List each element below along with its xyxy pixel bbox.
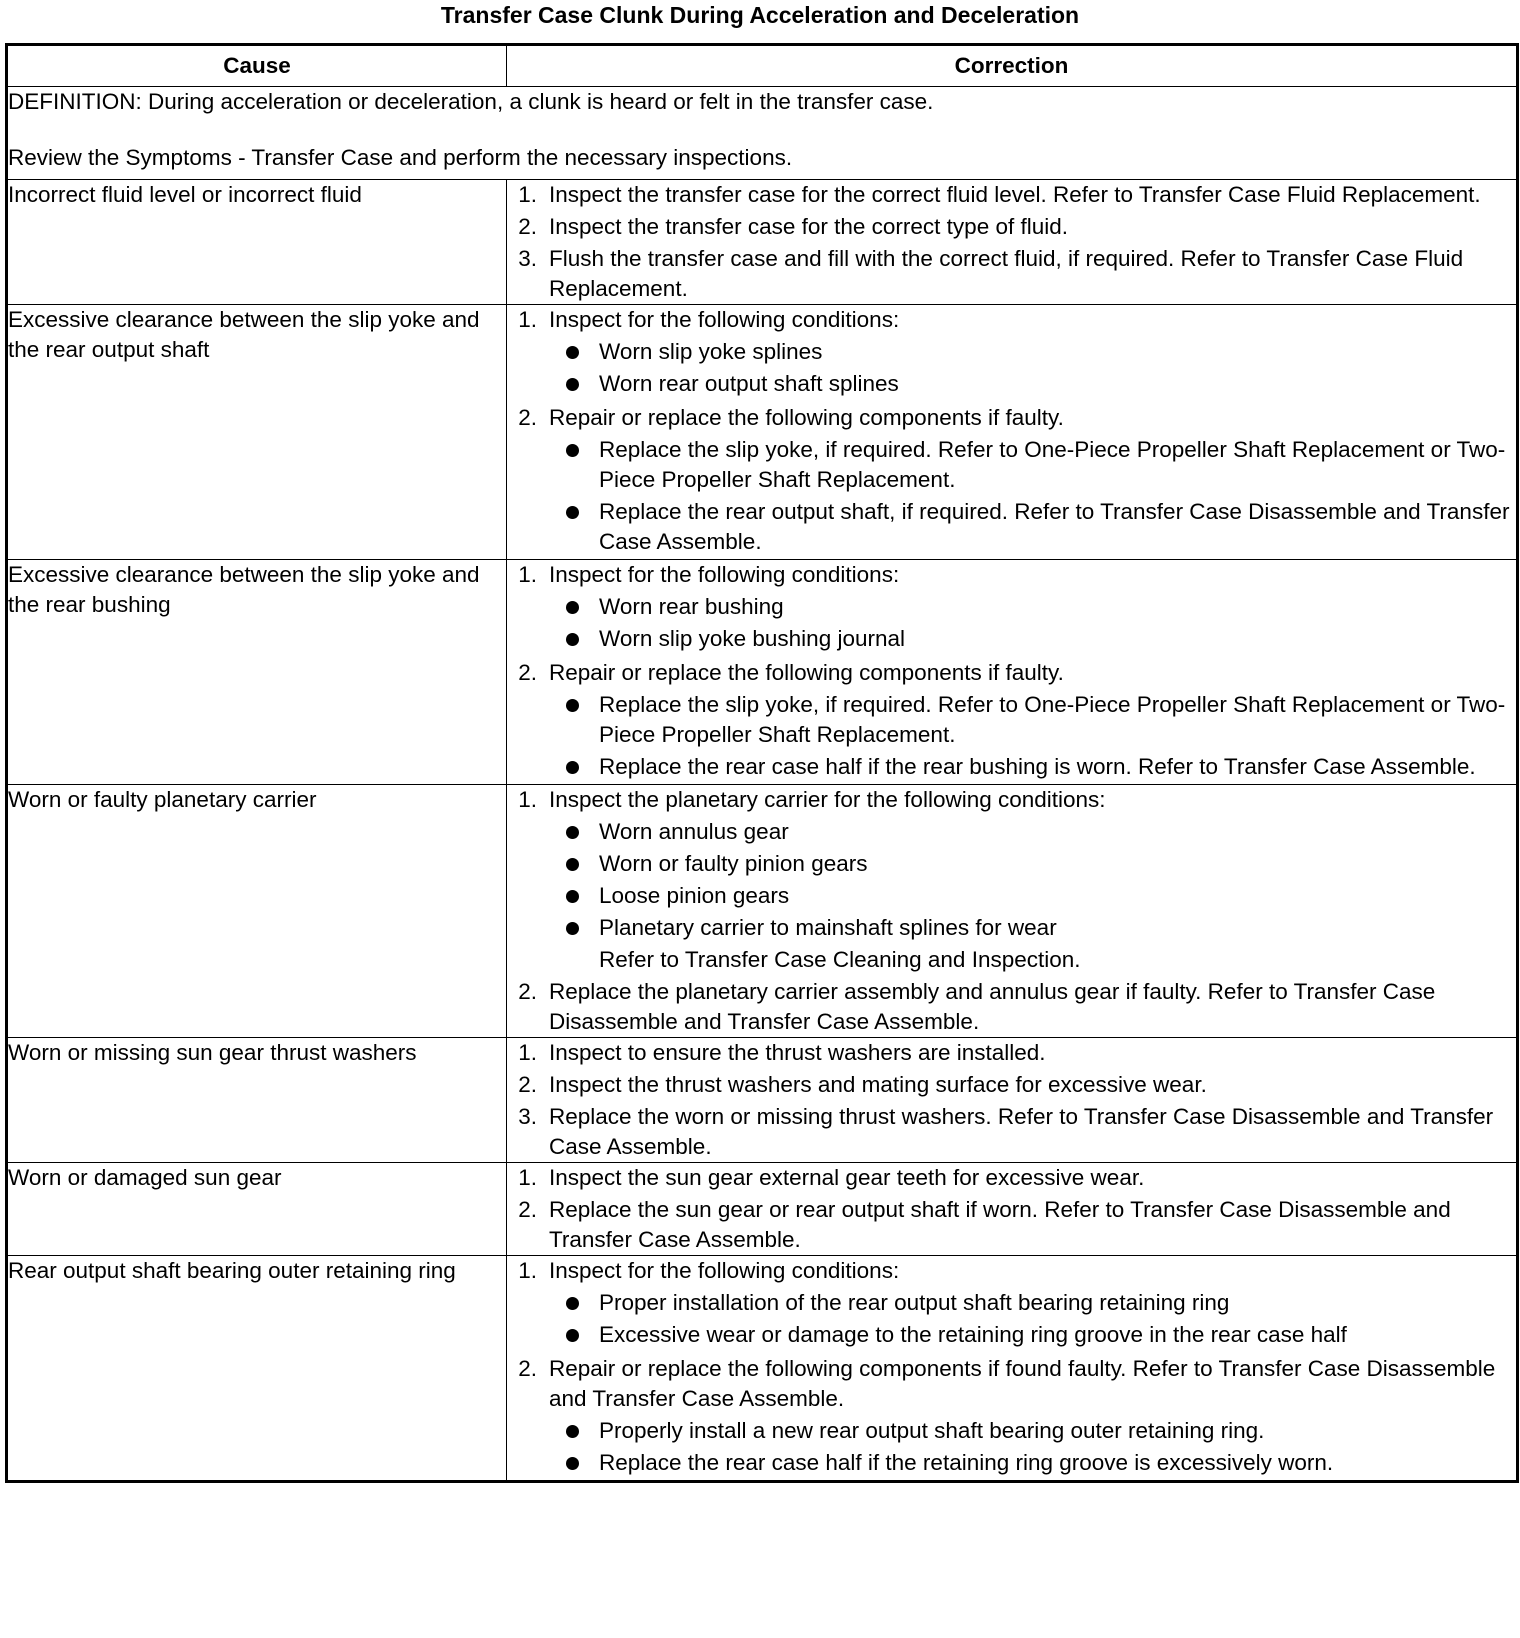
step-text: Inspect to ensure the thrust washers are installed. <box>549 1040 1046 1065</box>
note-row <box>549 945 1516 975</box>
bullet-item <box>549 1320 1516 1350</box>
bullet-item <box>549 369 1516 399</box>
bullet-item <box>549 1288 1516 1318</box>
step-body <box>549 1102 1516 1162</box>
step-text: Inspect the transfer case for the correct type of fluid. <box>549 214 1069 239</box>
bullet-text: Loose pinion gears <box>599 883 790 908</box>
step-body <box>549 1070 1516 1100</box>
bullet-icon <box>549 849 599 879</box>
correction-cell <box>507 560 1518 785</box>
step-list <box>507 560 1516 784</box>
bullet-item <box>549 624 1516 654</box>
step-body <box>549 212 1516 242</box>
step-number: 1. <box>518 1258 537 1283</box>
cause-cell: Incorrect fluid level or incorrect fluid <box>7 180 507 305</box>
step-item <box>507 977 1516 1037</box>
step-body <box>549 1195 1516 1255</box>
correction-cell <box>507 180 1518 305</box>
step-number: 3. <box>518 246 537 271</box>
bullet-icon <box>549 1416 599 1446</box>
step-item <box>507 1038 1516 1068</box>
bullet-text: Worn rear bushing <box>599 594 784 619</box>
step-body <box>549 305 1516 401</box>
step-text: Replace the planetary carrier assembly and annulus gear if faulty. Refer to Transfer Case Disassemble and Transfer Case Assemble. <box>549 979 1436 1034</box>
step-body <box>549 1163 1516 1193</box>
step-number: 1. <box>518 787 537 812</box>
cause-cell: Rear output shaft bearing outer retaining ring <box>7 1256 507 1482</box>
bullet-text: Replace the slip yoke, if required. Refer to One-Piece Propeller Shaft Replacement or Two-Piece Propeller Shaft Replacement. <box>599 437 1506 492</box>
correction-cell <box>507 305 1518 560</box>
bullet-text: Worn slip yoke splines <box>599 339 823 364</box>
step-number: 1. <box>518 1165 537 1190</box>
bullet-text: Replace the rear output shaft, if required. Refer to Transfer Case Disassemble and Transfer Case Assemble. <box>599 499 1510 554</box>
step-text: Repair or replace the following components if found faulty. Refer to Transfer Case Disassemble and Transfer Case Assemble. <box>549 1356 1496 1411</box>
bullet-list <box>549 817 1516 943</box>
step-number: 3. <box>518 1104 537 1129</box>
step-body <box>549 560 1516 656</box>
correction-cell <box>507 785 1518 1038</box>
step-number: 2. <box>518 1072 537 1097</box>
step-text: Inspect the sun gear external gear teeth for excessive wear. <box>549 1165 1145 1190</box>
bullet-icon <box>549 624 599 654</box>
bullet-text: Proper installation of the rear output shaft bearing retaining ring <box>599 1290 1230 1315</box>
bullet-icon <box>549 592 599 622</box>
cause-cell: Worn or missing sun gear thrust washers <box>7 1038 507 1163</box>
bullet-icon <box>549 1288 599 1318</box>
bullet-item <box>549 817 1516 847</box>
step-item <box>507 403 1516 559</box>
bullet-icon <box>549 1320 599 1350</box>
bullet-icon <box>549 690 599 750</box>
bullet-item <box>549 690 1516 750</box>
bullet-icon <box>549 913 599 943</box>
step-body <box>549 977 1516 1037</box>
bullet-text: Replace the rear case half if the retaining ring groove is excessively worn. <box>599 1450 1334 1475</box>
step-text: Inspect for the following conditions: <box>549 307 900 332</box>
table-row <box>7 1163 1518 1256</box>
step-text: Inspect the transfer case for the correct fluid level. Refer to Transfer Case Fluid Replacement. <box>549 182 1481 207</box>
bullet-text: Worn slip yoke bushing journal <box>599 626 906 651</box>
step-body <box>549 785 1516 975</box>
diagnostic-table <box>5 43 1519 1483</box>
bullet-list <box>549 337 1516 399</box>
definition-cell <box>7 87 1518 180</box>
bullet-icon <box>549 817 599 847</box>
step-number: 2. <box>518 214 537 239</box>
table-row <box>7 305 1518 560</box>
bullet-text: Replace the rear case half if the rear bushing is worn. Refer to Transfer Case Assemble. <box>599 754 1476 779</box>
bullet-item <box>549 435 1516 495</box>
page-title: Transfer Case Clunk During Acceleration and Deceleration <box>440 2 1080 28</box>
bullet-text: Worn annulus gear <box>599 819 789 844</box>
step-text: Inspect the planetary carrier for the following conditions: <box>549 787 1106 812</box>
correction-cell <box>507 1163 1518 1256</box>
step-body <box>549 1354 1516 1480</box>
step-body <box>549 1256 1516 1352</box>
step-number: 2. <box>518 979 537 1004</box>
bullet-icon <box>549 1448 599 1478</box>
step-number: 1. <box>518 1040 537 1065</box>
table-row <box>7 1038 1518 1163</box>
step-body <box>549 244 1516 304</box>
definition-row <box>7 87 1518 180</box>
step-item <box>507 785 1516 975</box>
cause-cell: Worn or damaged sun gear <box>7 1163 507 1256</box>
step-item <box>507 1102 1516 1162</box>
step-item <box>507 1354 1516 1480</box>
bullet-icon <box>549 497 599 557</box>
step-text: Replace the sun gear or rear output shaft if worn. Refer to Transfer Case Disassemble and Transfer Case Assemble. <box>549 1197 1451 1252</box>
step-text: Inspect for the following conditions: <box>549 562 900 587</box>
bullet-text: Worn rear output shaft splines <box>599 371 899 396</box>
step-item <box>507 212 1516 242</box>
bullet-text: Excessive wear or damage to the retaining ring groove in the rear case half <box>599 1322 1347 1347</box>
step-list <box>507 1256 1516 1480</box>
bullet-item <box>549 337 1516 367</box>
step-item <box>507 1195 1516 1255</box>
step-item <box>507 244 1516 304</box>
bullet-icon <box>549 881 599 911</box>
step-text: Inspect for the following conditions: <box>549 1258 900 1283</box>
bullet-item <box>549 881 1516 911</box>
bullet-text: Properly install a new rear output shaft bearing outer retaining ring. <box>599 1418 1265 1443</box>
table-row <box>7 785 1518 1038</box>
step-item <box>507 180 1516 210</box>
step-text: Replace the worn or missing thrust washers. Refer to Transfer Case Disassemble and Transfer Case Assemble. <box>549 1104 1494 1159</box>
bullet-item <box>549 1416 1516 1446</box>
step-number: 2. <box>518 1356 537 1381</box>
step-list <box>507 785 1516 1037</box>
step-body <box>549 658 1516 784</box>
bullet-item <box>549 592 1516 622</box>
step-text: Repair or replace the following components if faulty. <box>549 405 1064 430</box>
bullet-text: Replace the slip yoke, if required. Refer to One-Piece Propeller Shaft Replacement or Two-Piece Propeller Shaft Replacement. <box>599 692 1506 747</box>
table-row <box>7 560 1518 785</box>
note-indent <box>549 945 599 975</box>
step-number: 2. <box>518 405 537 430</box>
bullet-icon <box>549 435 599 495</box>
step-number: 2. <box>518 1197 537 1222</box>
step-body <box>549 180 1516 210</box>
bullet-icon <box>549 369 599 399</box>
bullet-text: Planetary carrier to mainshaft splines for wear <box>599 915 1057 940</box>
step-text: Repair or replace the following components if faulty. <box>549 660 1064 685</box>
correction-column-header: Correction <box>507 45 1518 87</box>
reference-note: Refer to Transfer Case Cleaning and Inspection. <box>599 947 1081 972</box>
step-item <box>507 1163 1516 1193</box>
bullet-item <box>549 913 1516 943</box>
step-number: 2. <box>518 660 537 685</box>
step-body <box>549 1038 1516 1068</box>
correction-cell <box>507 1038 1518 1163</box>
bullet-item <box>549 752 1516 782</box>
bullet-list <box>549 1416 1516 1478</box>
step-list <box>507 305 1516 559</box>
cause-cell: Excessive clearance between the slip yoke and the rear output shaft <box>7 305 507 560</box>
step-body <box>549 403 1516 559</box>
header-row <box>7 45 1518 87</box>
cause-column-header: Cause <box>7 45 507 87</box>
step-text: Flush the transfer case and fill with the correct fluid, if required. Refer to Transfer Case Fluid Replacement. <box>549 246 1464 301</box>
step-list <box>507 1038 1516 1162</box>
step-item <box>507 305 1516 401</box>
bullet-item <box>549 497 1516 557</box>
step-number: 1. <box>518 562 537 587</box>
bullet-icon <box>549 337 599 367</box>
cause-cell: Excessive clearance between the slip yoke and the rear bushing <box>7 560 507 785</box>
bullet-list <box>549 690 1516 782</box>
bullet-list <box>549 1288 1516 1350</box>
bullet-text: Worn or faulty pinion gears <box>599 851 868 876</box>
bullet-item <box>549 849 1516 879</box>
bullet-list <box>549 592 1516 654</box>
table-body <box>7 87 1518 1482</box>
step-list <box>507 180 1516 304</box>
step-item <box>507 658 1516 784</box>
step-item <box>507 1256 1516 1352</box>
step-text: Inspect the thrust washers and mating surface for excessive wear. <box>549 1072 1207 1097</box>
review-text: Review the Symptoms - Transfer Case and perform the necessary inspections. <box>8 145 793 170</box>
table-row <box>7 1256 1518 1482</box>
step-item <box>507 1070 1516 1100</box>
step-list <box>507 1163 1516 1255</box>
bullet-item <box>549 1448 1516 1478</box>
bullet-list <box>549 435 1516 557</box>
cause-cell: Worn or faulty planetary carrier <box>7 785 507 1038</box>
correction-cell <box>507 1256 1518 1482</box>
bullet-icon <box>549 752 599 782</box>
step-number: 1. <box>518 182 537 207</box>
table-row <box>7 180 1518 305</box>
step-item <box>507 560 1516 656</box>
step-number: 1. <box>518 307 537 332</box>
definition-text: DEFINITION: During acceleration or deceleration, a clunk is heard or felt in the transfer case. <box>8 89 934 114</box>
